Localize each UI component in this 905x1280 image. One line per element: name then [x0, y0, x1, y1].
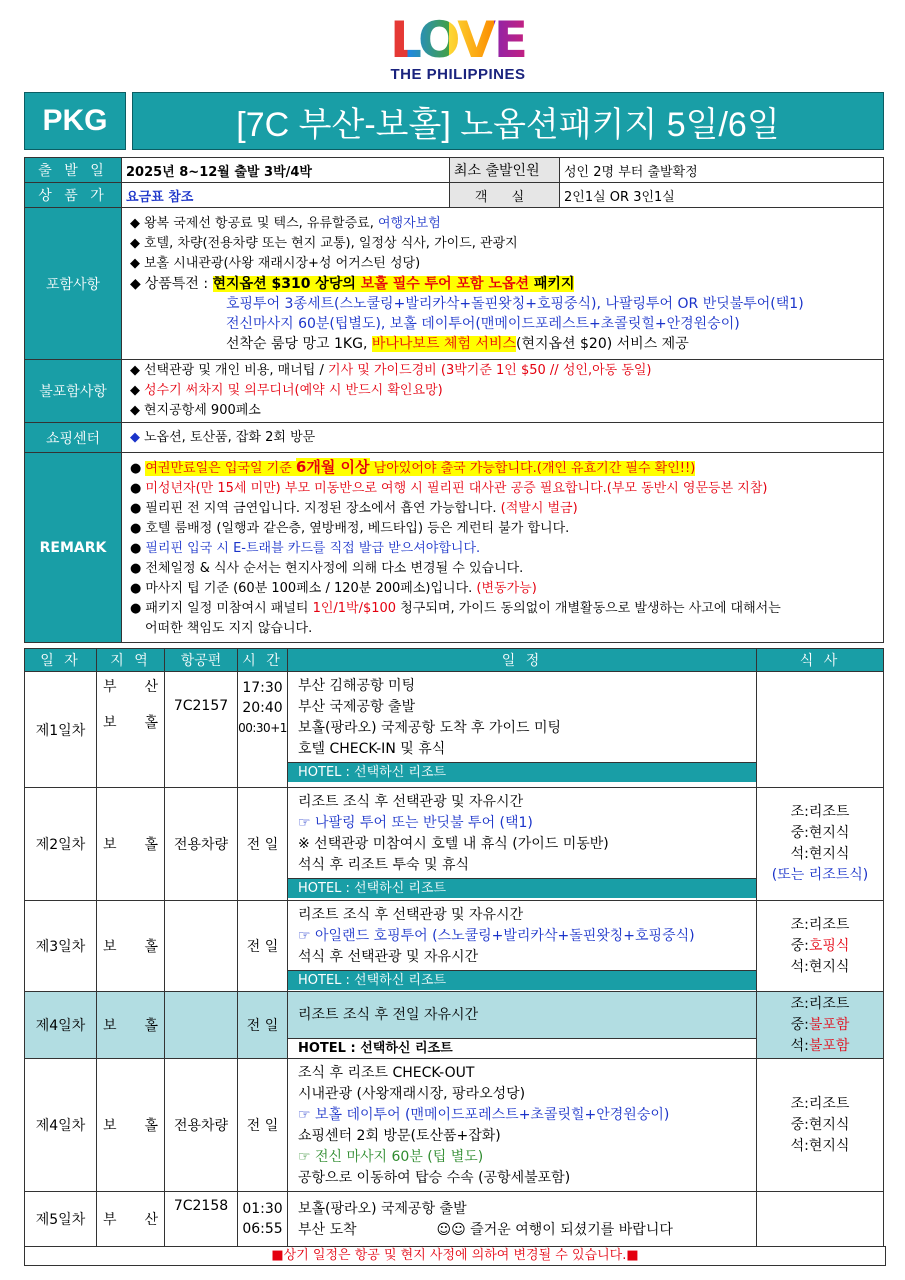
schedule-row-day2	[25, 788, 884, 901]
schedule-row-day3	[25, 901, 884, 992]
itinerary: 보홀(팡라오) 국제공항 출발 부산 도착 ☺☺ 즐거운 여행이 되셨기를 바랍니다	[288, 1192, 757, 1247]
meal	[757, 672, 884, 788]
footer-notice: ■상기 일정은 항공 및 현지 사정에 의하여 변경될 수 있습니다.■	[24, 1246, 886, 1266]
itinerary: 리조트 조식 후 선택관광 및 자유시간 ☞ 나팔링 투어 또는 반딧불 투어 (택1) ※ 선택관광 미참여시 호텔 내 휴식 (가이드 미동반) 석식 후 리조트 투숙 및 휴식 HOTEL : 선택하신 리조트	[288, 788, 757, 901]
day-label: 제5일차	[25, 1192, 97, 1247]
room-value: 2인1실 OR 3인1실	[560, 183, 884, 208]
schedule-row-day4-checkout	[25, 1059, 884, 1192]
logo-subtitle: THE PHILIPPINES	[390, 66, 526, 83]
region: 보 홀	[97, 1059, 165, 1192]
depart-value: 2025년 8~12월 출발 3박/4박	[122, 158, 450, 183]
day-label: 제3일차	[25, 901, 97, 992]
excluded-content: ◆ 선택관광 및 개인 비용, 매너팁 / 기사 및 가이드경비 (3박기준 1인 $50 // 성인,아동 동일) ◆ 성수기 써차지 및 의무디너(예약 시 반드시 확인요망) ◆ 현지공항세 900페소	[122, 360, 884, 423]
pkg-label: PKG	[24, 92, 126, 150]
col-day: 일 자	[25, 649, 97, 672]
meal: 조:리조트 중:호핑식 석:현지식	[757, 901, 884, 992]
schedule-table	[24, 648, 884, 1247]
included-content: ◆ 왕복 국제선 항공료 및 텍스, 유류할증료, 여행자보험 ◆ 호텔, 차량(전용차량 또는 현지 교통), 일정상 식사, 가이드, 관광지 ◆ 보홀 시내관광(사왕 재래시장+성 어거스틴 성당) ◆ 상품특전 : 현지옵션 $310 상당의 보홀 필수 투어 포함 노옵션 패키지 호핑투어 3종세트(스노쿨링+발리카삭+돌핀왓칭+호핑중식), 나팔링투어 OR 반딧불투어(택1) 전신마사지 60분(팁별도), 보홀 데이투어(맨메이드포레스트+초콜릿힐+안경원숭이) 선착순 룸당 망고 1KG, 바나나보트 체험 서비스(현지옵션 $20) 서비스 제공	[122, 208, 884, 360]
day-label: 제4일차	[25, 1059, 97, 1192]
love-philippines-logo	[368, 11, 548, 86]
time: 전 일	[238, 992, 288, 1059]
vehicle: 전용차량	[165, 788, 238, 901]
flight-number: 7C2158	[165, 1192, 238, 1247]
region: 보 홀	[97, 901, 165, 992]
col-meal: 식 사	[757, 649, 884, 672]
shopping-content: ◆ 노옵션, 토산품, 잡화 2회 방문	[122, 423, 884, 453]
region: 부 산	[97, 1192, 165, 1247]
time: 전 일	[238, 901, 288, 992]
itinerary: 리조트 조식 후 선택관광 및 자유시간 ☞ 아일랜드 호핑투어 (스노쿨링+발리카삭+돌핀왓칭+호핑중식) 석식 후 선택관광 및 자유시간 HOTEL : 선택하신 리조트	[288, 901, 757, 992]
depart-label: 출 발 일	[25, 158, 122, 183]
remark-label: REMARK	[25, 453, 122, 643]
included-label: 포함사항	[25, 208, 122, 360]
meal: 조:리조트 중:현지식 석:현지식 (또는 리조트식)	[757, 788, 884, 901]
meal: 조:리조트 중:현지식 석:현지식	[757, 1059, 884, 1192]
price-value: 요금표 참조	[122, 183, 450, 208]
price-label: 상 품 가	[25, 183, 122, 208]
time: 01:30 06:55	[238, 1192, 288, 1247]
itinerary: 부산 김해공항 미팅 부산 국제공항 출발 보홀(팡라오) 국제공항 도착 후 가이드 미팅 호텔 CHECK-IN 및 휴식 HOTEL : 선택하신 리조트	[288, 672, 757, 788]
col-time: 시 간	[238, 649, 288, 672]
schedule-row-day4-free	[25, 992, 884, 1059]
min-label: 최소 출발인원	[450, 158, 560, 183]
room-label: 객 실	[450, 183, 560, 208]
schedule-row-day5	[25, 1192, 884, 1247]
hotel-bar: HOTEL : 선택하신 리조트	[288, 970, 756, 990]
region: 보 홀	[97, 992, 165, 1059]
day-label: 제1일차	[25, 672, 97, 788]
itinerary: 리조트 조식 후 전일 자유시간 HOTEL : 선택하신 리조트	[288, 992, 757, 1059]
region: 보 홀	[97, 788, 165, 901]
col-region: 지 역	[97, 649, 165, 672]
flight-number: 7C2157	[165, 672, 238, 788]
shopping-label: 쇼핑센터	[25, 423, 122, 453]
meal: 조:리조트 중:불포함 석:불포함	[757, 992, 884, 1059]
region: 부 산 보 홀	[97, 672, 165, 788]
vehicle: 전용차량	[165, 1059, 238, 1192]
schedule-row-day1	[25, 672, 884, 788]
time: 전 일	[238, 1059, 288, 1192]
excluded-label: 불포함사항	[25, 360, 122, 423]
itinerary: 조식 후 리조트 CHECK-OUT 시내관광 (사왕재래시장, 팡라오성당) ☞ 보홀 데이투어 (맨메이드포레스트+초콜릿힐+안경원숭이) 쇼핑센터 2회 방문(토산품+잡화) ☞ 전신 마사지 60분 (팁 별도) 공항으로 이동하여 탑승 수속 (공항세불포함)	[288, 1059, 757, 1192]
meal	[757, 1192, 884, 1247]
hotel-bar: HOTEL : 선택하신 리조트	[288, 762, 756, 782]
remark-content: ● 여권만료일은 입국일 기준 6개월 이상 남아있어야 출국 가능합니다.(개인 유효기간 필수 확인!!) ● 미성년자(만 15세 미만) 부모 미동반으로 여행 시 필리핀 대사관 공증 필요합니다.(부모 동반시 영문등본 지참) ● 필리핀 전 지역 금연입니다. 지정된 장소에서 흡연 가능합니다. (적발시 벌금) ● 호텔 룸배정 (일행과 같은층, 옆방배정, 베드타입) 등은 게런티 불가 합니다. ● 필리핀 입국 시 E-트래블 카드를 직접 발급 받으셔야합니다. ● 전체일정 & 식사 순서는 현지사정에 의해 다소 변경될 수 있습니다. ● 마사지 팁 기준 (60분 100페소 / 120분 200페소)입니다. (변동가능) ● 패키지 일정 미참여시 패널티 1인/1박/$100 청구되며, 가이드 동의없이 개별활동으로 발생하는 사고에 대해서는 어떠한 책임도 지지 않습니다.	[122, 453, 884, 643]
min-value: 성인 2명 부터 출발확정	[560, 158, 884, 183]
day-label: 제2일차	[25, 788, 97, 901]
col-itinerary: 일 정	[288, 649, 757, 672]
hotel-bar: HOTEL : 선택하신 리조트	[288, 878, 756, 898]
logo-word: LOVE	[368, 16, 548, 64]
hotel-bar: HOTEL : 선택하신 리조트	[288, 1038, 756, 1058]
time: 17:30 20:40 00:30+1	[238, 672, 288, 788]
package-title: [7C 부산-보홀] 노옵션패키지 5일/6일	[132, 92, 884, 150]
col-flight: 항공편	[165, 649, 238, 672]
vehicle	[165, 992, 238, 1059]
time: 전 일	[238, 788, 288, 901]
vehicle	[165, 901, 238, 992]
package-info-table	[24, 157, 884, 643]
day-label: 제4일차	[25, 992, 97, 1059]
